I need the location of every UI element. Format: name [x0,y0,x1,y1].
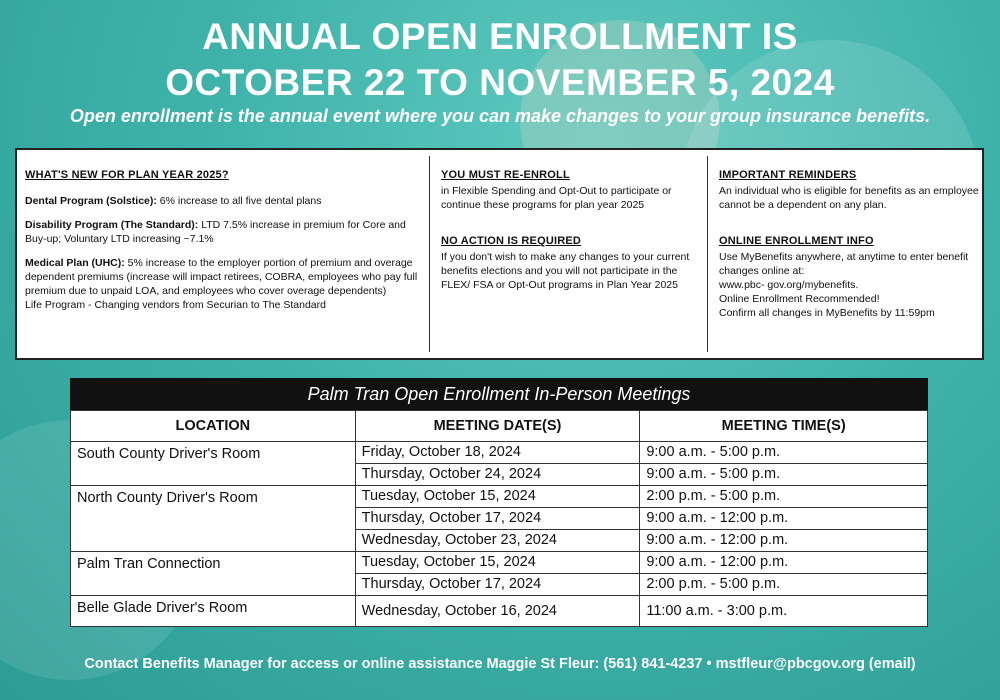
time-cell: 9:00 a.m. - 12:00 p.m. [640,552,928,574]
page-title-line1: ANNUAL OPEN ENROLLMENT IS [202,16,798,57]
column-header-location: LOCATION [71,411,356,442]
location-cell: North County Driver's Room [71,486,356,552]
reminders-column [719,158,979,350]
column-divider [707,156,708,352]
table-row [71,486,928,508]
location-cell: Palm Tran Connection [71,552,356,596]
date-cell: Tuesday, October 15, 2024 [355,486,640,508]
dental-item: Dental Program (Solstice): 6% increase to all five dental plans [25,195,322,207]
life-item: Life Program - Changing vendors from Securian to The Standard [25,299,326,311]
online-enrollment-heading: ONLINE ENROLLMENT INFO [719,235,874,247]
time-cell: 9:00 a.m. - 5:00 p.m. [640,464,928,486]
table-row [71,596,928,627]
date-cell: Thursday, October 17, 2024 [355,574,640,596]
time-cell: 2:00 p.m. - 5:00 p.m. [640,574,928,596]
meetings-table-title: Palm Tran Open Enrollment In-Person Meetings [70,378,928,410]
re-enroll-column [441,158,703,350]
whats-new-heading: WHAT'S NEW FOR PLAN YEAR 2025? [25,169,229,181]
reminders-text: An individual who is eligible for benefits as an employee cannot be a dependent on any plan. [719,185,979,211]
page-subtitle: Open enrollment is the annual event where you can make changes to your group insurance benefits. [69,106,931,126]
no-action-heading: NO ACTION IS REQUIRED [441,235,582,247]
info-box [15,148,984,360]
page-title-line2: OCTOBER 22 TO NOVEMBER 5, 2024 [165,62,835,103]
location-cell: South County Driver's Room [71,442,356,486]
online-benefits-link[interactable]: www.pbc- gov.org/mybenefits. [719,279,859,291]
online-line-1: Use MyBenefits anywhere, at anytime to enter benefit changes online at: [719,251,969,277]
date-cell: Wednesday, October 23, 2024 [355,530,640,552]
whats-new-column [25,158,425,350]
disability-item: Disability Program (The Standard): LTD 7.5% increase in premium for Core and Buy-up; Voluntary LTD increasing ~7.1% [25,219,406,245]
location-cell: Belle Glade Driver's Room [71,596,356,627]
online-line-3: Online Enrollment Recommended! [719,293,880,305]
date-cell: Friday, October 18, 2024 [355,442,640,464]
table-row [71,442,928,464]
table-header-row [71,411,928,442]
date-cell: Tuesday, October 15, 2024 [355,552,640,574]
medical-item: Medical Plan (UHC): 5% increase to the employer portion of premium and overage dependent premiums (increase will impact retirees, COBRA, employees who pay full premium due to unpaid LOA, and employees who cover overage dependents) [25,257,418,297]
reminders-heading: IMPORTANT REMINDERS [719,169,857,181]
re-enroll-text: in Flexible Spending and Opt-Out to participate or continue these programs for plan year 2025 [441,185,672,211]
meetings-table-container [70,378,928,627]
time-cell: 11:00 a.m. - 3:00 p.m. [640,596,928,627]
column-header-dates: MEETING DATE(S) [355,411,640,442]
date-cell: Wednesday, October 16, 2024 [355,596,640,627]
time-cell: 9:00 a.m. - 12:00 p.m. [640,508,928,530]
no-action-text: If you don't wish to make any changes to your current benefits elections and you will not participate in the FLEX/ FSA or Opt-Out programs in Plan Year 2025 [441,251,690,291]
meetings-table [70,410,928,627]
table-row [71,552,928,574]
time-cell: 9:00 a.m. - 12:00 p.m. [640,530,928,552]
column-header-times: MEETING TIME(S) [640,411,928,442]
online-line-4: Confirm all changes in MyBenefits by 11:59pm [719,307,935,319]
date-cell: Thursday, October 17, 2024 [355,508,640,530]
re-enroll-heading: YOU MUST RE-ENROLL [441,169,570,181]
date-cell: Thursday, October 24, 2024 [355,464,640,486]
time-cell: 9:00 a.m. - 5:00 p.m. [640,442,928,464]
column-divider [429,156,430,352]
time-cell: 2:00 p.m. - 5:00 p.m. [640,486,928,508]
contact-footer: Contact Benefits Manager for access or online assistance Maggie St Fleur: (561) 841-4237 • mstfleur@pbcgov.org (email) [84,656,916,672]
